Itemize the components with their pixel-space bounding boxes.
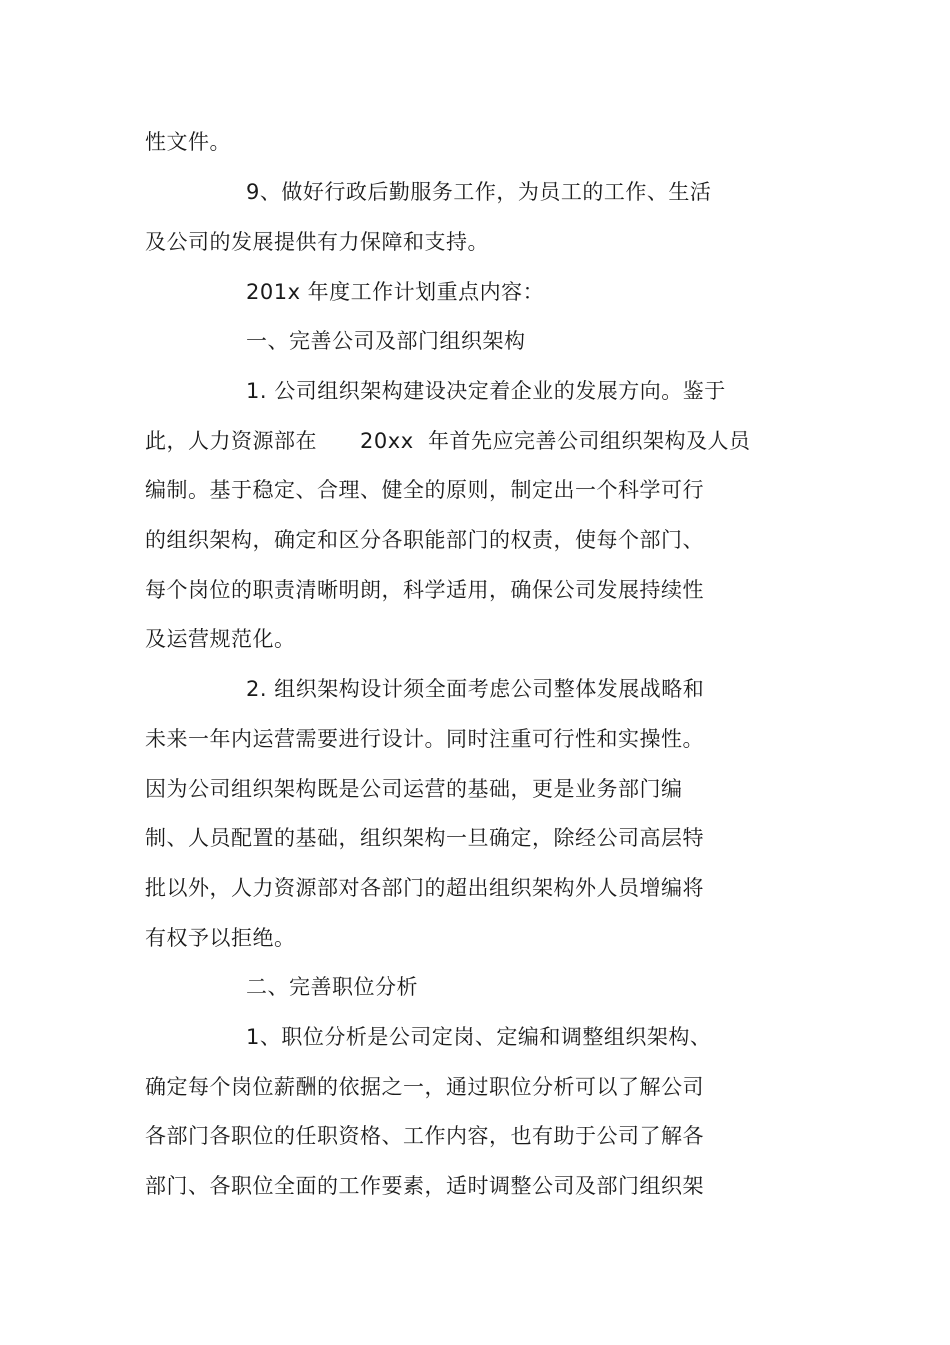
section-heading: 二、完善职位分析 bbox=[246, 975, 418, 999]
section-heading: 201x 年度工作计划重点内容： bbox=[246, 280, 545, 304]
section-heading: 一、完善公司及部门组织架构 bbox=[246, 329, 526, 353]
text-line: 的组织架构，确定和区分各职能部门的权责，使每个部门、 bbox=[145, 528, 704, 552]
text-line: 2. 组织架构设计须全面考虑公司整体发展战略和 bbox=[246, 677, 705, 701]
text-line: 确定每个岗位薪酬的依据之一，通过职位分析可以了解公司 bbox=[145, 1075, 704, 1099]
text-line: 未来一年内运营需要进行设计。同时注重可行性和实操性。 bbox=[145, 727, 704, 751]
text-line: 9、做好行政后勤服务工作，为员工的工作、生活 bbox=[246, 180, 712, 204]
text-line: 制、人员配置的基础，组织架构一旦确定，除经公司高层特 bbox=[145, 826, 704, 850]
text-line: 及运营规范化。 bbox=[145, 627, 296, 651]
text-line: 有权予以拒绝。 bbox=[145, 926, 296, 950]
text-line: 每个岗位的职责清晰明朗，科学适用，确保公司发展持续性 bbox=[145, 578, 704, 602]
text-line: 性文件。 bbox=[145, 130, 231, 154]
text-line: 此，人力资源部在 20xx 年首先应完善公司组织架构及人员 bbox=[145, 429, 751, 453]
text-line: 1、职位分析是公司定岗、定编和调整组织架构、 bbox=[246, 1025, 712, 1049]
text-line: 批以外，人力资源部对各部门的超出组织架构外人员增编将 bbox=[145, 876, 704, 900]
text-line: 部门、各职位全面的工作要素，适时调整公司及部门组织架 bbox=[145, 1174, 704, 1198]
text-line: 因为公司组织架构既是公司运营的基础，更是业务部门编 bbox=[145, 777, 683, 801]
text-line: 及公司的发展提供有力保障和支持。 bbox=[145, 230, 489, 254]
text-line: 编制。基于稳定、合理、健全的原则，制定出一个科学可行 bbox=[145, 478, 704, 502]
text-line: 1. 公司组织架构建设决定着企业的发展方向。鉴于 bbox=[246, 379, 726, 403]
text-line: 各部门各职位的任职资格、工作内容，也有助于公司了解各 bbox=[145, 1124, 704, 1148]
